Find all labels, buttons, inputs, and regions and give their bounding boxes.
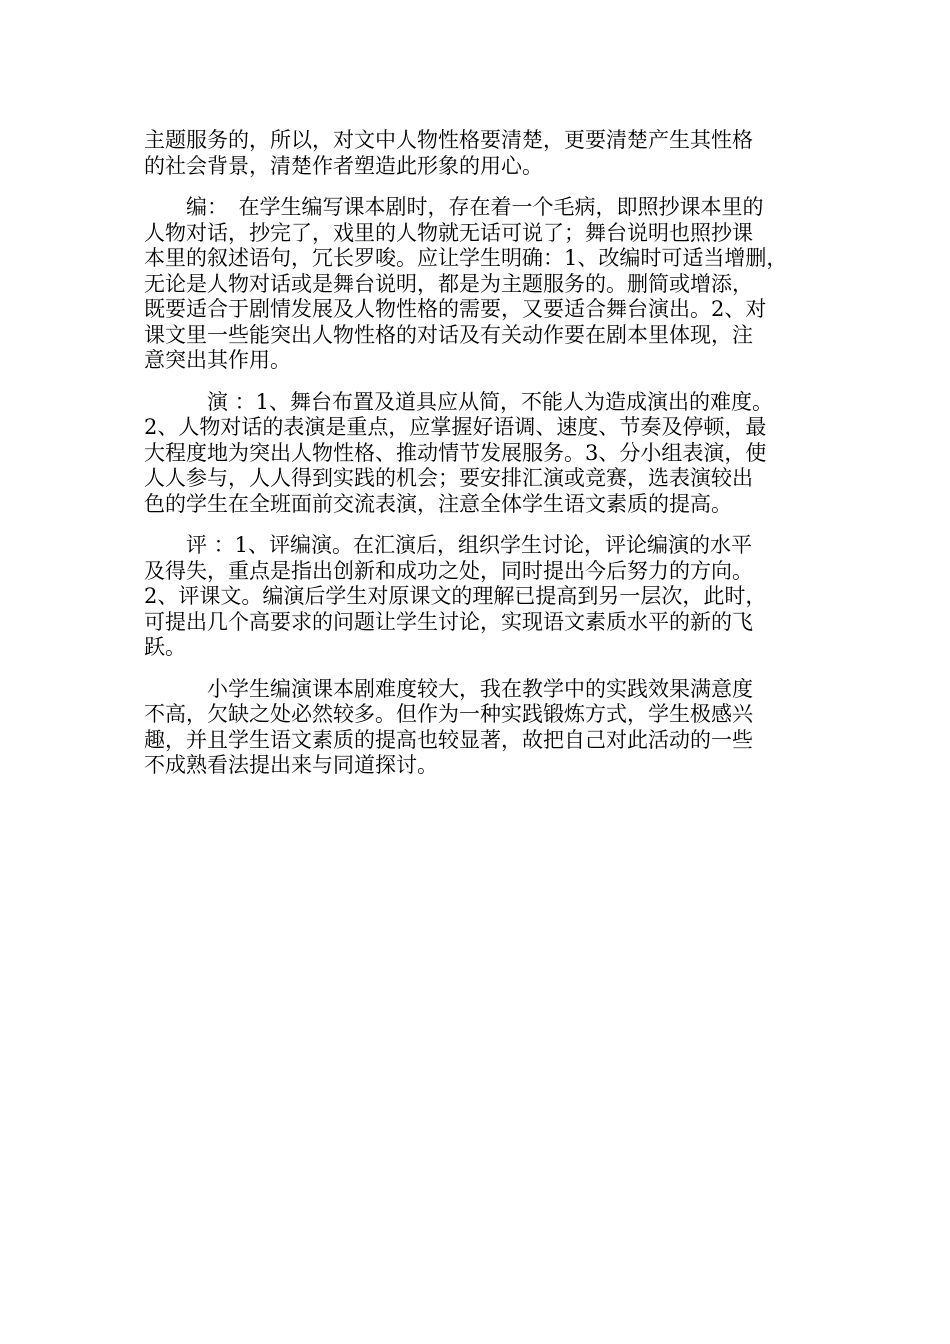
- text-line: 可提出几个高要求的问题让学生讨论，实现语文素质水平的新的飞: [144, 609, 753, 634]
- text-line: 的社会背景，清楚作者塑造此形象的用心。: [144, 153, 543, 178]
- text-line: 不高，欠缺之处必然较多。但作为一种实践锻炼方式，学生极感兴: [144, 702, 753, 726]
- text-line: 本里的叙述语句，冗长罗唆。应让学生明确：1、改编时可适当增删，: [144, 246, 788, 270]
- text-line: 人物对话，抄完了，戏里的人物就无话可说了；舞台说明也照抄课: [144, 220, 753, 245]
- text-line: 趣，并且学生语文素质的提高也较显著，故把自己对此活动的一些: [144, 727, 753, 752]
- paragraph-conclusion: [144, 677, 816, 779]
- text-line: 既要适合于剧情发展及人物性格的需要，又要适合舞台演出。2、对: [144, 297, 767, 321]
- text-line: 不成熟看法提出来与同道探讨。: [144, 753, 438, 777]
- paragraph-yan: [144, 390, 816, 518]
- text-line: 评 ：1、评编演。在汇演后，组织学生讨论，评论编演的水平: [144, 533, 753, 557]
- text-line: 跃。: [144, 635, 186, 659]
- paragraph-ping: [144, 533, 816, 661]
- text-line: 主题服务的，所以，对文中人物性格要清楚，更要清楚产生其性格: [144, 128, 753, 152]
- text-line: 2、人物对话的表演是重点，应掌握好语调、速度、节奏及停顿，最: [144, 415, 767, 439]
- text-line: 大程度地为突出人物性格、推动情节发展服务。3、分小组表演，使: [144, 440, 767, 465]
- text-line: 小学生编演课本剧难度较大，我在教学中的实践效果满意度: [144, 676, 753, 701]
- text-line: 意突出其作用。: [144, 348, 291, 372]
- text-line: 无论是人物对话或是舞台说明，都是为主题服务的。删简或增添，: [144, 271, 753, 296]
- text-line: 及得失，重点是指出创新和成功之处，同时提出今后努力的方向。: [144, 558, 753, 583]
- text-line: 人人参与，人人得到实践的机会；要安排汇演或竞赛，选表演较出: [144, 466, 753, 490]
- text-line: 演 ：1、舞台布置及道具应从简，不能人为造成演出的难度。: [144, 389, 774, 414]
- text-line: 编： 在学生编写课本剧时，存在着一个毛病，即照抄课本里的: [144, 195, 764, 219]
- paragraph-bian: [144, 195, 816, 374]
- text-line: 色的学生在全班面前交流表演，注意全体学生语文素质的提高。: [144, 491, 732, 516]
- text-line: 2、评课文。编演后学生对原课文的理解已提高到另一层次，此时，: [144, 584, 767, 608]
- document-body: [144, 128, 816, 795]
- text-line: 课文里一些能突出人物性格的对话及有关动作要在剧本里体现，注: [144, 322, 753, 347]
- paragraph-intro-continuation: [144, 128, 816, 179]
